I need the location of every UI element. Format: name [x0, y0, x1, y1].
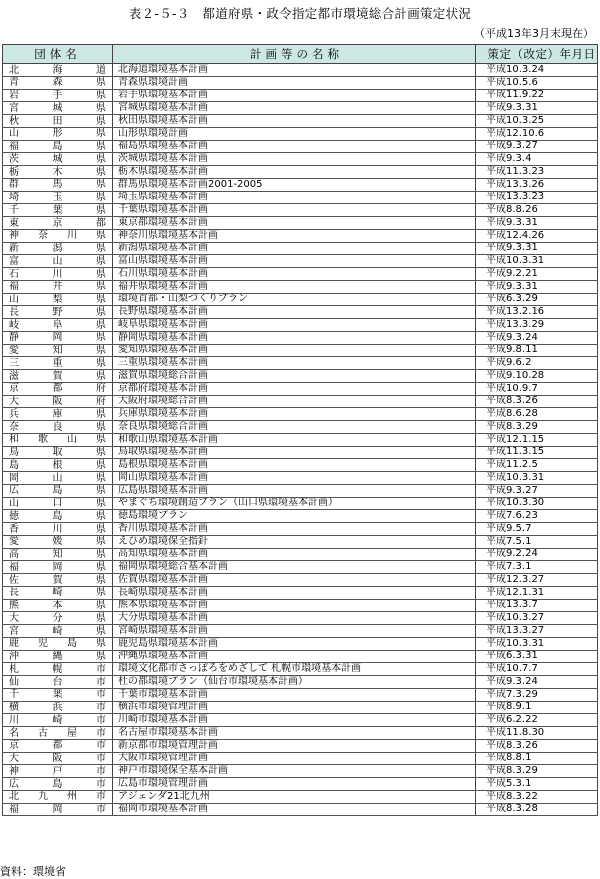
organization-cell: 京 都 市	[2, 740, 113, 752]
date-cell: 平成10.3.31	[476, 255, 598, 267]
date-cell: 平成9.3.31	[476, 102, 598, 114]
organization-cell: 山 口 県	[2, 498, 113, 510]
plan-table	[2, 44, 598, 816]
organization-cell: 神 戸 市	[2, 765, 113, 777]
organization-cell: 岡 山 県	[2, 472, 113, 484]
table-row	[2, 243, 598, 256]
table-row	[2, 166, 598, 179]
organization-cell: 広 島 市	[2, 778, 113, 790]
organization-cell: 高 知 県	[2, 549, 113, 561]
date-cell: 平成11.3.23	[476, 166, 598, 178]
table-row	[2, 549, 598, 562]
plan-name-cell: 富山県環境基本計画	[113, 255, 476, 267]
table-row	[2, 791, 598, 804]
table-row	[2, 306, 598, 319]
organization-cell: 神 奈 川 県	[2, 230, 113, 242]
organization-cell: 埼 玉 県	[2, 192, 113, 204]
organization-cell: 岐 阜 県	[2, 319, 113, 331]
organization-cell: 愛 知 県	[2, 345, 113, 357]
table-row	[2, 765, 598, 778]
date-cell: 平成8.8.26	[476, 204, 598, 216]
organization-cell: 滋 賀 県	[2, 370, 113, 382]
date-cell: 平成12.1.31	[476, 587, 598, 599]
table-row	[2, 421, 598, 434]
date-cell: 平成7.6.23	[476, 510, 598, 522]
date-cell: 平成8.6.28	[476, 408, 598, 420]
plan-name-cell: 福岡県環境総合基本計画	[113, 561, 476, 573]
organization-cell: 長 崎 県	[2, 587, 113, 599]
date-cell: 平成8.3.28	[476, 804, 598, 816]
date-cell: 平成13.3.26	[476, 179, 598, 191]
date-cell: 平成9.3.24	[476, 676, 598, 688]
plan-name-cell: 東京都環境基本計画	[113, 217, 476, 229]
organization-cell: 島 根 県	[2, 459, 113, 471]
table-row	[2, 625, 598, 638]
table-header	[2, 44, 598, 64]
page-title: 表２-５-３ 都道府県・政令指定都市環境総合計画策定状況	[128, 6, 472, 21]
plan-name-cell: 新京都市環境管理計画	[113, 740, 476, 752]
date-cell: 平成13.3.7	[476, 600, 598, 612]
plan-name-cell: 熊本県環境基本計画	[113, 600, 476, 612]
table-row	[2, 217, 598, 230]
organization-cell: 仙 台 市	[2, 676, 113, 688]
date-cell: 平成9.6.2	[476, 357, 598, 369]
plan-name-cell: 福島県環境基本計画	[113, 141, 476, 153]
table-row	[2, 345, 598, 358]
date-cell: 平成8.3.26	[476, 396, 598, 408]
date-cell: 平成9.3.27	[476, 485, 598, 497]
organization-cell: 愛 媛 県	[2, 536, 113, 548]
date-cell: 平成9.2.24	[476, 549, 598, 561]
plan-name-cell: 秋田県環境基本計画	[113, 115, 476, 127]
table-row	[2, 281, 598, 294]
table-row	[2, 459, 598, 472]
organization-cell: 新 潟 県	[2, 243, 113, 255]
date-cell: 平成8.3.26	[476, 740, 598, 752]
organization-cell: 秋 田 県	[2, 115, 113, 127]
table-row	[2, 230, 598, 243]
date-cell: 平成8.8.1	[476, 753, 598, 765]
date-cell: 平成8.3.29	[476, 765, 598, 777]
date-cell: 平成12.3.27	[476, 574, 598, 586]
plan-name-cell: 神奈川県環境基本計画	[113, 230, 476, 242]
date-cell: 平成10.3.30	[476, 498, 598, 510]
organization-cell: 福 島 県	[2, 141, 113, 153]
table-row	[2, 663, 598, 676]
table-row	[2, 396, 598, 409]
plan-name-cell: 埼玉県環境基本計画	[113, 192, 476, 204]
organization-cell: 香 川 県	[2, 523, 113, 535]
table-row	[2, 128, 598, 141]
plan-name-cell: えひめ環境保全指針	[113, 536, 476, 548]
table-row	[2, 702, 598, 715]
header-date: 策定（改定）年月日	[476, 45, 598, 63]
date-cell: 平成6.2.22	[476, 714, 598, 726]
table-row	[2, 294, 598, 307]
date-cell: 平成8.3.22	[476, 791, 598, 803]
table-row	[2, 523, 598, 536]
organization-cell: 福 岡 県	[2, 561, 113, 573]
table-row	[2, 574, 598, 587]
organization-cell: 宮 崎 県	[2, 625, 113, 637]
table-row	[2, 778, 598, 791]
organization-cell: 山 形 県	[2, 128, 113, 140]
plan-name-cell: 高知県環境基本計画	[113, 549, 476, 561]
plan-name-cell: 島根県環境基本計画	[113, 459, 476, 471]
plan-name-cell: 環境首都・山梨づくりプラン	[113, 294, 476, 306]
organization-cell: 熊 本 県	[2, 600, 113, 612]
organization-cell: 栃 木 県	[2, 166, 113, 178]
organization-cell: 富 山 県	[2, 255, 113, 267]
table-row	[2, 77, 598, 90]
plan-name-cell: 石川県環境基本計画	[113, 268, 476, 280]
plan-name-cell: 栃木県環境基本計画	[113, 166, 476, 178]
table-row	[2, 268, 598, 281]
table-row	[2, 141, 598, 154]
table-row	[2, 115, 598, 128]
plan-name-cell: 沖縄県環境基本計画	[113, 651, 476, 663]
organization-cell: 東 京 都	[2, 217, 113, 229]
plan-name-cell: 茨城県環境基本計画	[113, 153, 476, 165]
plan-name-cell: 大阪市環境管理計画	[113, 753, 476, 765]
table-row	[2, 332, 598, 345]
organization-cell: 名 古 屋 市	[2, 727, 113, 739]
organization-cell: 佐 賀 県	[2, 574, 113, 586]
date-cell: 平成10.5.6	[476, 77, 598, 89]
plan-name-cell: 福岡市環境基本計画	[113, 804, 476, 816]
table-row	[2, 612, 598, 625]
organization-cell: 広 島 県	[2, 485, 113, 497]
plan-name-cell: 杜の都環境プラン（仙台市環境基本計画）	[113, 676, 476, 688]
date-cell: 平成13.3.29	[476, 319, 598, 331]
date-cell: 平成9.8.11	[476, 345, 598, 357]
plan-name-cell: 奈良県環境総合計画	[113, 421, 476, 433]
header-plan-name: 計画等の名称	[113, 45, 476, 63]
table-row	[2, 472, 598, 485]
table-row	[2, 536, 598, 549]
organization-cell: 北 九 州 市	[2, 791, 113, 803]
table-row	[2, 102, 598, 115]
date-cell: 平成12.10.6	[476, 128, 598, 140]
table-row	[2, 370, 598, 383]
organization-cell: 大 阪 府	[2, 396, 113, 408]
date-cell: 平成13.3.27	[476, 625, 598, 637]
organization-cell: 宮 城 県	[2, 102, 113, 114]
organization-cell: 京 都 府	[2, 383, 113, 395]
table-row	[2, 357, 598, 370]
plan-name-cell: 和歌山県環境基本計画	[113, 434, 476, 446]
organization-cell: 石 川 県	[2, 268, 113, 280]
date-cell: 平成10.3.31	[476, 638, 598, 650]
table-row	[2, 192, 598, 205]
date-cell: 平成7.3.29	[476, 689, 598, 701]
as-of-date: （平成13年3月末現在）	[474, 27, 594, 40]
plan-name-cell: 山形県環境計画	[113, 128, 476, 140]
table-row	[2, 408, 598, 421]
table-row	[2, 587, 598, 600]
plan-name-cell: 宮城県環境基本計画	[113, 102, 476, 114]
date-cell: 平成10.9.7	[476, 383, 598, 395]
date-cell: 平成9.5.7	[476, 523, 598, 535]
plan-name-cell: 鳥取県環境基本計画	[113, 447, 476, 459]
table-row	[2, 153, 598, 166]
date-cell: 平成10.3.31	[476, 472, 598, 484]
date-cell: 平成9.3.27	[476, 141, 598, 153]
plan-name-cell: 群馬県環境基本計画2001-2005	[113, 179, 476, 191]
plan-name-cell: 滋賀県環境総合計画	[113, 370, 476, 382]
plan-name-cell: 徳島環境プラン	[113, 510, 476, 522]
organization-cell: 長 野 県	[2, 306, 113, 318]
date-cell: 平成6.3.31	[476, 651, 598, 663]
date-cell: 平成8.3.29	[476, 421, 598, 433]
organization-cell: 大 阪 市	[2, 753, 113, 765]
table-row	[2, 383, 598, 396]
plan-name-cell: 岐阜県環境基本計画	[113, 319, 476, 331]
plan-name-cell: 長崎県環境基本計画	[113, 587, 476, 599]
table-row	[2, 689, 598, 702]
organization-cell: 鳥 取 県	[2, 447, 113, 459]
date-cell: 平成11.9.22	[476, 90, 598, 102]
date-cell: 平成12.1.15	[476, 434, 598, 446]
plan-name-cell: 千葉市環境基本計画	[113, 689, 476, 701]
plan-name-cell: 長野県環境基本計画	[113, 306, 476, 318]
plan-name-cell: 佐賀県環境基本計画	[113, 574, 476, 586]
header-organization: 団体名	[2, 45, 113, 63]
organization-cell: 横 浜 市	[2, 702, 113, 714]
date-cell: 平成8.9.1	[476, 702, 598, 714]
table-row	[2, 638, 598, 651]
organization-cell: 札 幌 市	[2, 663, 113, 675]
table-row	[2, 179, 598, 192]
plan-name-cell: やまぐち環境創造プラン（山口県環境基本計画）	[113, 498, 476, 510]
date-cell: 平成10.7.7	[476, 663, 598, 675]
organization-cell: 茨 城 県	[2, 153, 113, 165]
table-row	[2, 600, 598, 613]
plan-name-cell: 岡山県環境基本計画	[113, 472, 476, 484]
plan-name-cell: 北海道環境基本計画	[113, 64, 476, 76]
table-row	[2, 714, 598, 727]
plan-name-cell: 川崎市環境基本計画	[113, 714, 476, 726]
plan-name-cell: 神戸市環境保全基本計画	[113, 765, 476, 777]
table-row	[2, 676, 598, 689]
date-cell: 平成9.2.21	[476, 268, 598, 280]
date-cell: 平成10.3.27	[476, 612, 598, 624]
date-cell: 平成5.3.1	[476, 778, 598, 790]
plan-name-cell: 大阪府環境総合計画	[113, 396, 476, 408]
table-row	[2, 753, 598, 766]
table-row	[2, 561, 598, 574]
table-row	[2, 727, 598, 740]
plan-name-cell: 千葉県環境基本計画	[113, 204, 476, 216]
organization-cell: 静 岡 県	[2, 332, 113, 344]
organization-cell: 川 崎 市	[2, 714, 113, 726]
organization-cell: 沖 縄 県	[2, 651, 113, 663]
table-row	[2, 651, 598, 664]
plan-name-cell: アジェンダ21北九州	[113, 791, 476, 803]
date-cell: 平成7.5.1	[476, 536, 598, 548]
plan-name-cell: 京都府環境基本計画	[113, 383, 476, 395]
date-cell: 平成6.3.29	[476, 294, 598, 306]
organization-cell: 徳 島 県	[2, 510, 113, 522]
organization-cell: 福 井 県	[2, 281, 113, 293]
date-cell: 平成9.3.4	[476, 153, 598, 165]
plan-name-cell: 福井県環境基本計画	[113, 281, 476, 293]
plan-name-cell: 広島県環境基本計画	[113, 485, 476, 497]
date-cell: 平成11.3.15	[476, 447, 598, 459]
table-row	[2, 804, 598, 817]
plan-name-cell: 鹿児島県環境基本計画	[113, 638, 476, 650]
organization-cell: 千 葉 県	[2, 204, 113, 216]
plan-name-cell: 宮崎県環境基本計画	[113, 625, 476, 637]
plan-name-cell: 環境文化都市さっぽろをめざして 札幌市環境基本計画	[113, 663, 476, 675]
organization-cell: 北 海 道	[2, 64, 113, 76]
date-cell: 平成10.3.24	[476, 64, 598, 76]
date-cell: 平成9.3.31	[476, 281, 598, 293]
organization-cell: 福 岡 市	[2, 804, 113, 816]
plan-name-cell: 新潟県環境基本計画	[113, 243, 476, 255]
organization-cell: 鹿 児 島 県	[2, 638, 113, 650]
plan-name-cell: 兵庫県環境基本計画	[113, 408, 476, 420]
plan-name-cell: 岩手県環境基本計画	[113, 90, 476, 102]
organization-cell: 青 森 県	[2, 77, 113, 89]
plan-name-cell: 愛知県環境基本計画	[113, 345, 476, 357]
source-note: 資料：環境省	[0, 865, 66, 878]
organization-cell: 兵 庫 県	[2, 408, 113, 420]
table-row	[2, 498, 598, 511]
date-cell: 平成9.3.31	[476, 217, 598, 229]
organization-cell: 山 梨 県	[2, 294, 113, 306]
table-row	[2, 90, 598, 103]
plan-name-cell: 静岡県環境基本計画	[113, 332, 476, 344]
organization-cell: 千 葉 市	[2, 689, 113, 701]
date-cell: 平成7.3.1	[476, 561, 598, 573]
plan-name-cell: 三重県環境基本計画	[113, 357, 476, 369]
organization-cell: 三 重 県	[2, 357, 113, 369]
date-cell: 平成11.2.5	[476, 459, 598, 471]
organization-cell: 奈 良 県	[2, 421, 113, 433]
table-row	[2, 510, 598, 523]
organization-cell: 群 馬 県	[2, 179, 113, 191]
table-row	[2, 64, 598, 77]
table-row	[2, 485, 598, 498]
plan-name-cell: 香川県環境基本計画	[113, 523, 476, 535]
table-row	[2, 434, 598, 447]
plan-name-cell: 広島市環境管理計画	[113, 778, 476, 790]
plan-name-cell: 大分県環境基本計画	[113, 612, 476, 624]
table-row	[2, 319, 598, 332]
plan-name-cell: 青森県環境計画	[113, 77, 476, 89]
table-row	[2, 204, 598, 217]
date-cell: 平成11.8.30	[476, 727, 598, 739]
date-cell: 平成9.3.31	[476, 243, 598, 255]
date-cell: 平成13.2.16	[476, 306, 598, 318]
table-row	[2, 447, 598, 460]
plan-name-cell: 横浜市環境管理計画	[113, 702, 476, 714]
organization-cell: 和 歌 山 県	[2, 434, 113, 446]
date-cell: 平成9.10.28	[476, 370, 598, 382]
date-cell: 平成12.4.26	[476, 230, 598, 242]
organization-cell: 大 分 県	[2, 612, 113, 624]
table-body	[2, 64, 598, 816]
date-cell: 平成9.3.24	[476, 332, 598, 344]
date-cell: 平成10.3.25	[476, 115, 598, 127]
plan-name-cell: 名古屋市環境基本計画	[113, 727, 476, 739]
date-cell: 平成13.3.23	[476, 192, 598, 204]
table-row	[2, 255, 598, 268]
table-row	[2, 740, 598, 753]
organization-cell: 岩 手 県	[2, 90, 113, 102]
